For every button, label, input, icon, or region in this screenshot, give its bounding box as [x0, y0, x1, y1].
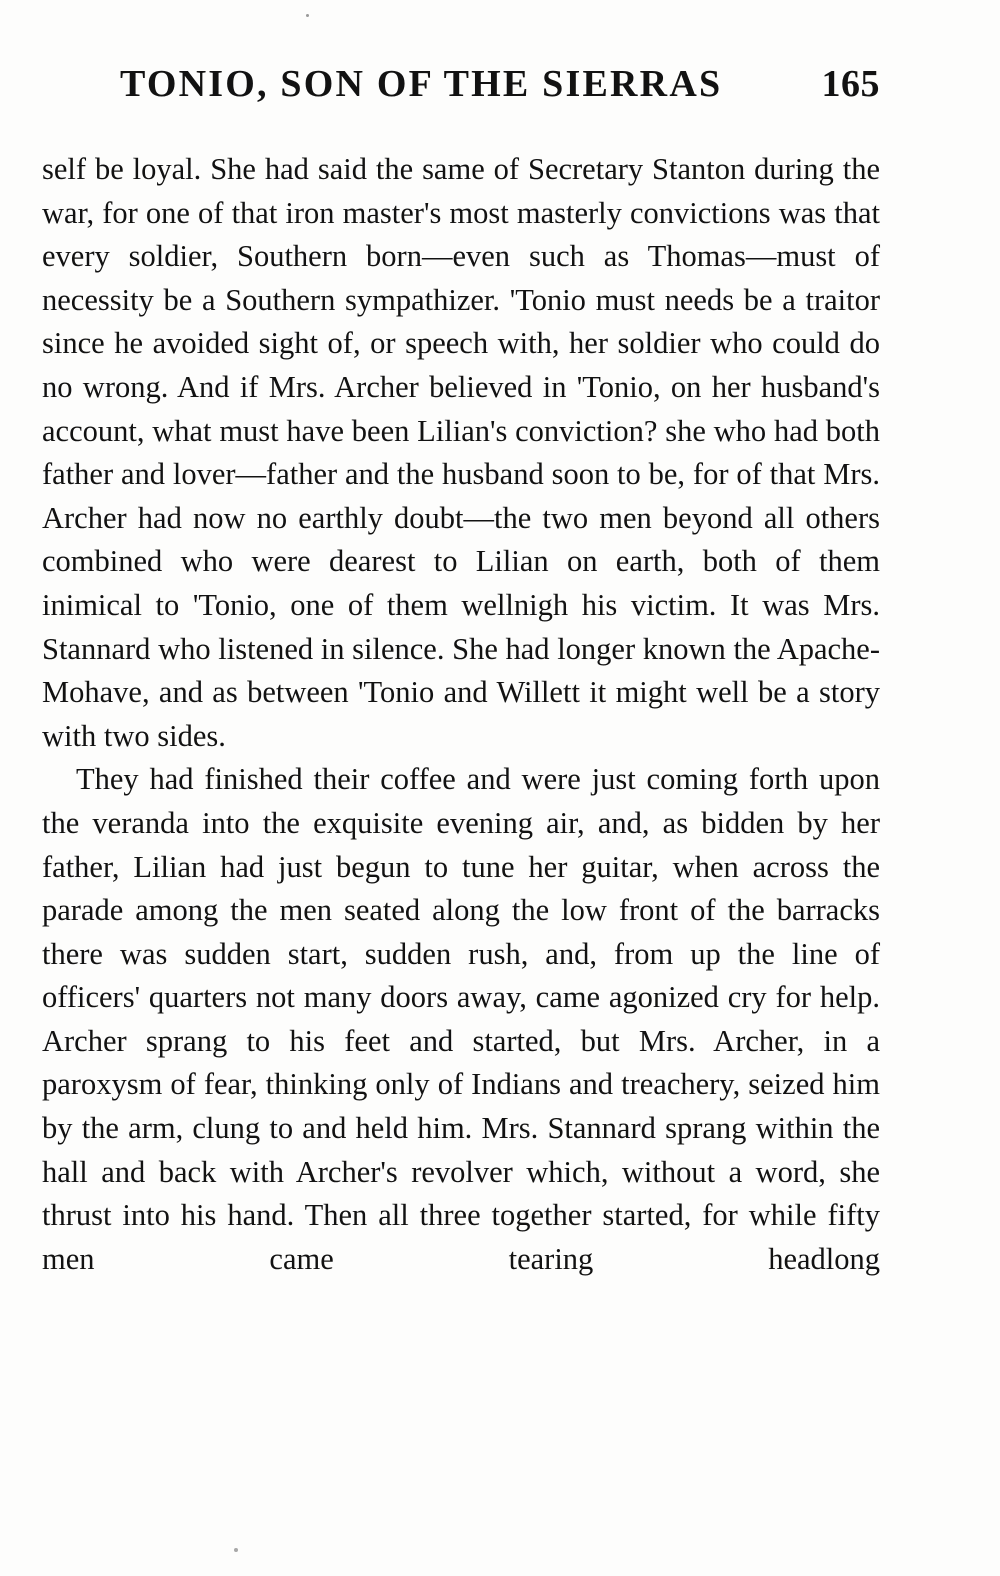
page-speck-bottom — [234, 1548, 238, 1552]
page-header — [120, 62, 880, 106]
paragraph: self be loyal. She had said the same of Secretary Stanton during the war, for one of that iron master's most masterly convictions was that every soldier, Southern born—even such as Thomas—must of necessity be a Southern sympathizer. 'Tonio must needs be a traitor since he avoided sight of, or speech with, her soldier who could do no wrong. And if Mrs. Archer believed in 'Tonio, on her husband's account, what must have been Lilian's conviction? she who had both father and lover—father and the husband soon to be, for of that Mrs. Archer had now no earthly doubt—the two men beyond all others combined who were dearest to Lilian on earth, both of them inimical to 'Tonio, one of them wellnigh his victim. It was Mrs. Stannard who listened in silence. She had longer known the Apache-Mohave, and as between 'Tonio and Willett it might well be a story with two sides. — [42, 152, 880, 753]
page-number: 165 — [821, 63, 880, 105]
page-speck-top — [306, 14, 309, 17]
running-head-title: TONIO, SON OF THE SIERRAS — [120, 63, 723, 105]
paragraph: They had finished their coffee and were just coming forth upon the veranda into the exquisite evening air, and, as bidden by her father, Lilian had just begun to tune her guitar, when across the parade among the men seated along the low front of the barracks there was sudden start, sudden rush, and, from up the line of officers' quarters not many doors away, came agonized cry for help. Archer sprang to his feet and started, but Mrs. Archer, in a paroxysm of fear, thinking only of Indians and treachery, seized him by the arm, clung to and held him. Mrs. Stannard sprang within the hall and back with Archer's revolver which, without a word, she thrust into his hand. Then all three together started, for while fifty men came tearing headlong — [42, 762, 880, 1276]
page-body — [42, 148, 880, 1281]
